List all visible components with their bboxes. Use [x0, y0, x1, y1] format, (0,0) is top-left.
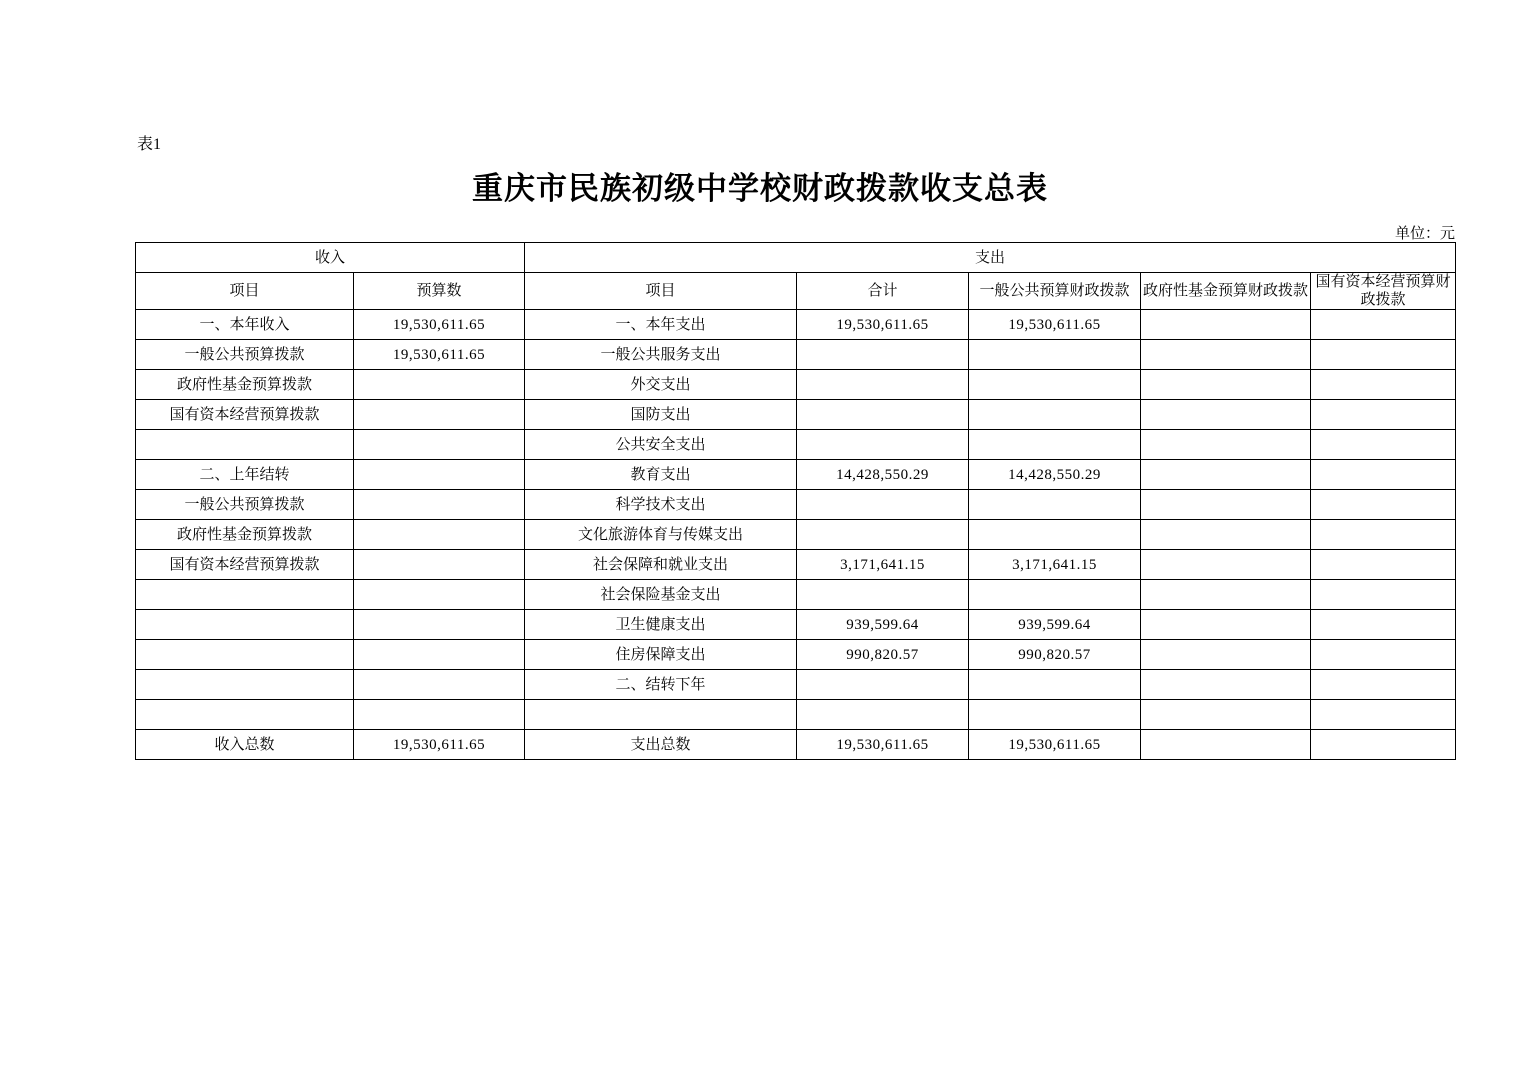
cell-exp-general-public: 14,428,550.29 — [969, 460, 1141, 490]
cell-exp-total — [797, 400, 969, 430]
table-row — [136, 580, 1456, 610]
cell-income-budget — [354, 550, 525, 580]
cell-income-item: 国有资本经营预算拨款 — [136, 400, 354, 430]
cell-exp-state-capital — [1311, 550, 1456, 580]
cell-income-item — [136, 670, 354, 700]
cell-exp-item: 住房保障支出 — [525, 640, 797, 670]
table-row — [136, 490, 1456, 520]
cell-exp-gov-fund — [1141, 310, 1311, 340]
cell-exp-state-capital — [1311, 610, 1456, 640]
cell-exp-total: 19,530,611.65 — [797, 310, 969, 340]
cell-exp-general-public — [969, 670, 1141, 700]
cell-exp-total — [797, 520, 969, 550]
cell-income-item — [136, 610, 354, 640]
cell-exp-general-public — [969, 400, 1141, 430]
table-total-row — [136, 730, 1456, 760]
cell-income-budget: 19,530,611.65 — [354, 340, 525, 370]
cell-exp-general-public — [969, 580, 1141, 610]
col-header-exp-total: 合计 — [797, 273, 969, 310]
cell-income-item — [136, 640, 354, 670]
cell-exp-item: 文化旅游体育与传媒支出 — [525, 520, 797, 550]
cell-exp-item: 科学技术支出 — [525, 490, 797, 520]
table-row — [136, 550, 1456, 580]
cell-exp-gov-fund — [1141, 340, 1311, 370]
cell-income-item — [136, 430, 354, 460]
unit-note: 单位：元 — [1394, 226, 1455, 242]
cell-income-budget — [354, 400, 525, 430]
cell-exp-item: 二、结转下年 — [525, 670, 797, 700]
cell-exp-gov-fund — [1141, 400, 1311, 430]
table-label: 表1 — [137, 136, 162, 153]
col-header-exp-gov-fund: 政府性基金预算财政拨款 — [1141, 273, 1311, 310]
cell-exp-gov-fund — [1141, 580, 1311, 610]
cell-exp-state-capital — [1311, 460, 1456, 490]
total-exp-general-public: 19,530,611.65 — [969, 730, 1141, 760]
table-row — [136, 370, 1456, 400]
cell-exp-gov-fund — [1141, 520, 1311, 550]
cell-exp-item: 一、本年支出 — [525, 310, 797, 340]
table-row — [136, 520, 1456, 550]
cell-exp-state-capital — [1311, 340, 1456, 370]
cell-income-budget — [354, 370, 525, 400]
cell-exp-total: 3,171,641.15 — [797, 550, 969, 580]
cell-income-item: 二、上年结转 — [136, 460, 354, 490]
cell-exp-general-public — [969, 370, 1141, 400]
cell-income-budget — [354, 490, 525, 520]
col-header-exp-item: 项目 — [525, 273, 797, 310]
cell-exp-total — [797, 580, 969, 610]
cell-income-budget: 19,530,611.65 — [354, 310, 525, 340]
cell-exp-gov-fund — [1141, 370, 1311, 400]
cell-exp-state-capital — [1311, 700, 1456, 730]
col-header-exp-state-capital: 国有资本经营预算财政拨款 — [1311, 273, 1456, 310]
table-row — [136, 340, 1456, 370]
cell-exp-state-capital — [1311, 310, 1456, 340]
cell-exp-gov-fund — [1141, 550, 1311, 580]
cell-exp-state-capital — [1311, 670, 1456, 700]
cell-exp-general-public — [969, 700, 1141, 730]
cell-exp-total — [797, 700, 969, 730]
cell-exp-state-capital — [1311, 640, 1456, 670]
total-income-label: 收入总数 — [136, 730, 354, 760]
cell-exp-gov-fund — [1141, 610, 1311, 640]
table-row — [136, 700, 1456, 730]
cell-income-item: 政府性基金预算拨款 — [136, 520, 354, 550]
table-row — [136, 400, 1456, 430]
table-row — [136, 460, 1456, 490]
table-column-header-row — [136, 273, 1456, 310]
total-exp-total: 19,530,611.65 — [797, 730, 969, 760]
cell-exp-general-public — [969, 520, 1141, 550]
cell-exp-general-public: 3,171,641.15 — [969, 550, 1141, 580]
group-header-income: 收入 — [136, 243, 525, 273]
col-header-income-item: 项目 — [136, 273, 354, 310]
budget-table — [135, 242, 1456, 760]
table-row — [136, 610, 1456, 640]
group-header-expenditure: 支出 — [525, 243, 1456, 273]
page-title: 重庆市民族初级中学校财政拨款收支总表 — [472, 171, 1048, 206]
cell-exp-item: 外交支出 — [525, 370, 797, 400]
cell-exp-general-public — [969, 340, 1141, 370]
cell-income-budget — [354, 610, 525, 640]
cell-exp-general-public — [969, 490, 1141, 520]
cell-exp-general-public: 19,530,611.65 — [969, 310, 1141, 340]
cell-exp-state-capital — [1311, 400, 1456, 430]
col-header-exp-general-public: 一般公共预算财政拨款 — [969, 273, 1141, 310]
table-row — [136, 430, 1456, 460]
cell-exp-gov-fund — [1141, 640, 1311, 670]
table-row — [136, 310, 1456, 340]
cell-exp-gov-fund — [1141, 430, 1311, 460]
cell-income-item — [136, 700, 354, 730]
cell-exp-total: 990,820.57 — [797, 640, 969, 670]
cell-income-item: 一般公共预算拨款 — [136, 490, 354, 520]
cell-exp-total — [797, 370, 969, 400]
cell-income-item — [136, 580, 354, 610]
cell-income-item: 一般公共预算拨款 — [136, 340, 354, 370]
cell-exp-item: 公共安全支出 — [525, 430, 797, 460]
cell-income-budget — [354, 580, 525, 610]
cell-exp-total: 939,599.64 — [797, 610, 969, 640]
cell-income-budget — [354, 430, 525, 460]
total-income-budget: 19,530,611.65 — [354, 730, 525, 760]
cell-income-item: 国有资本经营预算拨款 — [136, 550, 354, 580]
cell-exp-total — [797, 340, 969, 370]
cell-exp-item: 教育支出 — [525, 460, 797, 490]
table-group-header-row — [136, 243, 1456, 273]
cell-exp-item: 国防支出 — [525, 400, 797, 430]
cell-exp-state-capital — [1311, 580, 1456, 610]
cell-income-item: 政府性基金预算拨款 — [136, 370, 354, 400]
cell-exp-total — [797, 670, 969, 700]
cell-exp-item: 社会保障和就业支出 — [525, 550, 797, 580]
table-body — [136, 310, 1456, 760]
cell-exp-item: 卫生健康支出 — [525, 610, 797, 640]
cell-income-item: 一、本年收入 — [136, 310, 354, 340]
cell-income-budget — [354, 520, 525, 550]
table-row — [136, 670, 1456, 700]
cell-exp-general-public: 990,820.57 — [969, 640, 1141, 670]
cell-exp-gov-fund — [1141, 460, 1311, 490]
cell-exp-state-capital — [1311, 520, 1456, 550]
cell-exp-item — [525, 700, 797, 730]
total-exp-gov-fund — [1141, 730, 1311, 760]
cell-exp-total — [797, 430, 969, 460]
cell-exp-state-capital — [1311, 490, 1456, 520]
cell-income-budget — [354, 640, 525, 670]
cell-exp-total — [797, 490, 969, 520]
col-header-income-budget: 预算数 — [354, 273, 525, 310]
cell-exp-general-public — [969, 430, 1141, 460]
cell-exp-item: 一般公共服务支出 — [525, 340, 797, 370]
cell-income-budget — [354, 700, 525, 730]
cell-exp-item: 社会保险基金支出 — [525, 580, 797, 610]
total-exp-state-capital — [1311, 730, 1456, 760]
cell-exp-state-capital — [1311, 430, 1456, 460]
cell-exp-gov-fund — [1141, 670, 1311, 700]
cell-exp-gov-fund — [1141, 700, 1311, 730]
table-row — [136, 640, 1456, 670]
cell-income-budget — [354, 670, 525, 700]
cell-exp-total: 14,428,550.29 — [797, 460, 969, 490]
cell-exp-state-capital — [1311, 370, 1456, 400]
cell-exp-gov-fund — [1141, 490, 1311, 520]
total-exp-label: 支出总数 — [525, 730, 797, 760]
cell-income-budget — [354, 460, 525, 490]
cell-exp-general-public: 939,599.64 — [969, 610, 1141, 640]
